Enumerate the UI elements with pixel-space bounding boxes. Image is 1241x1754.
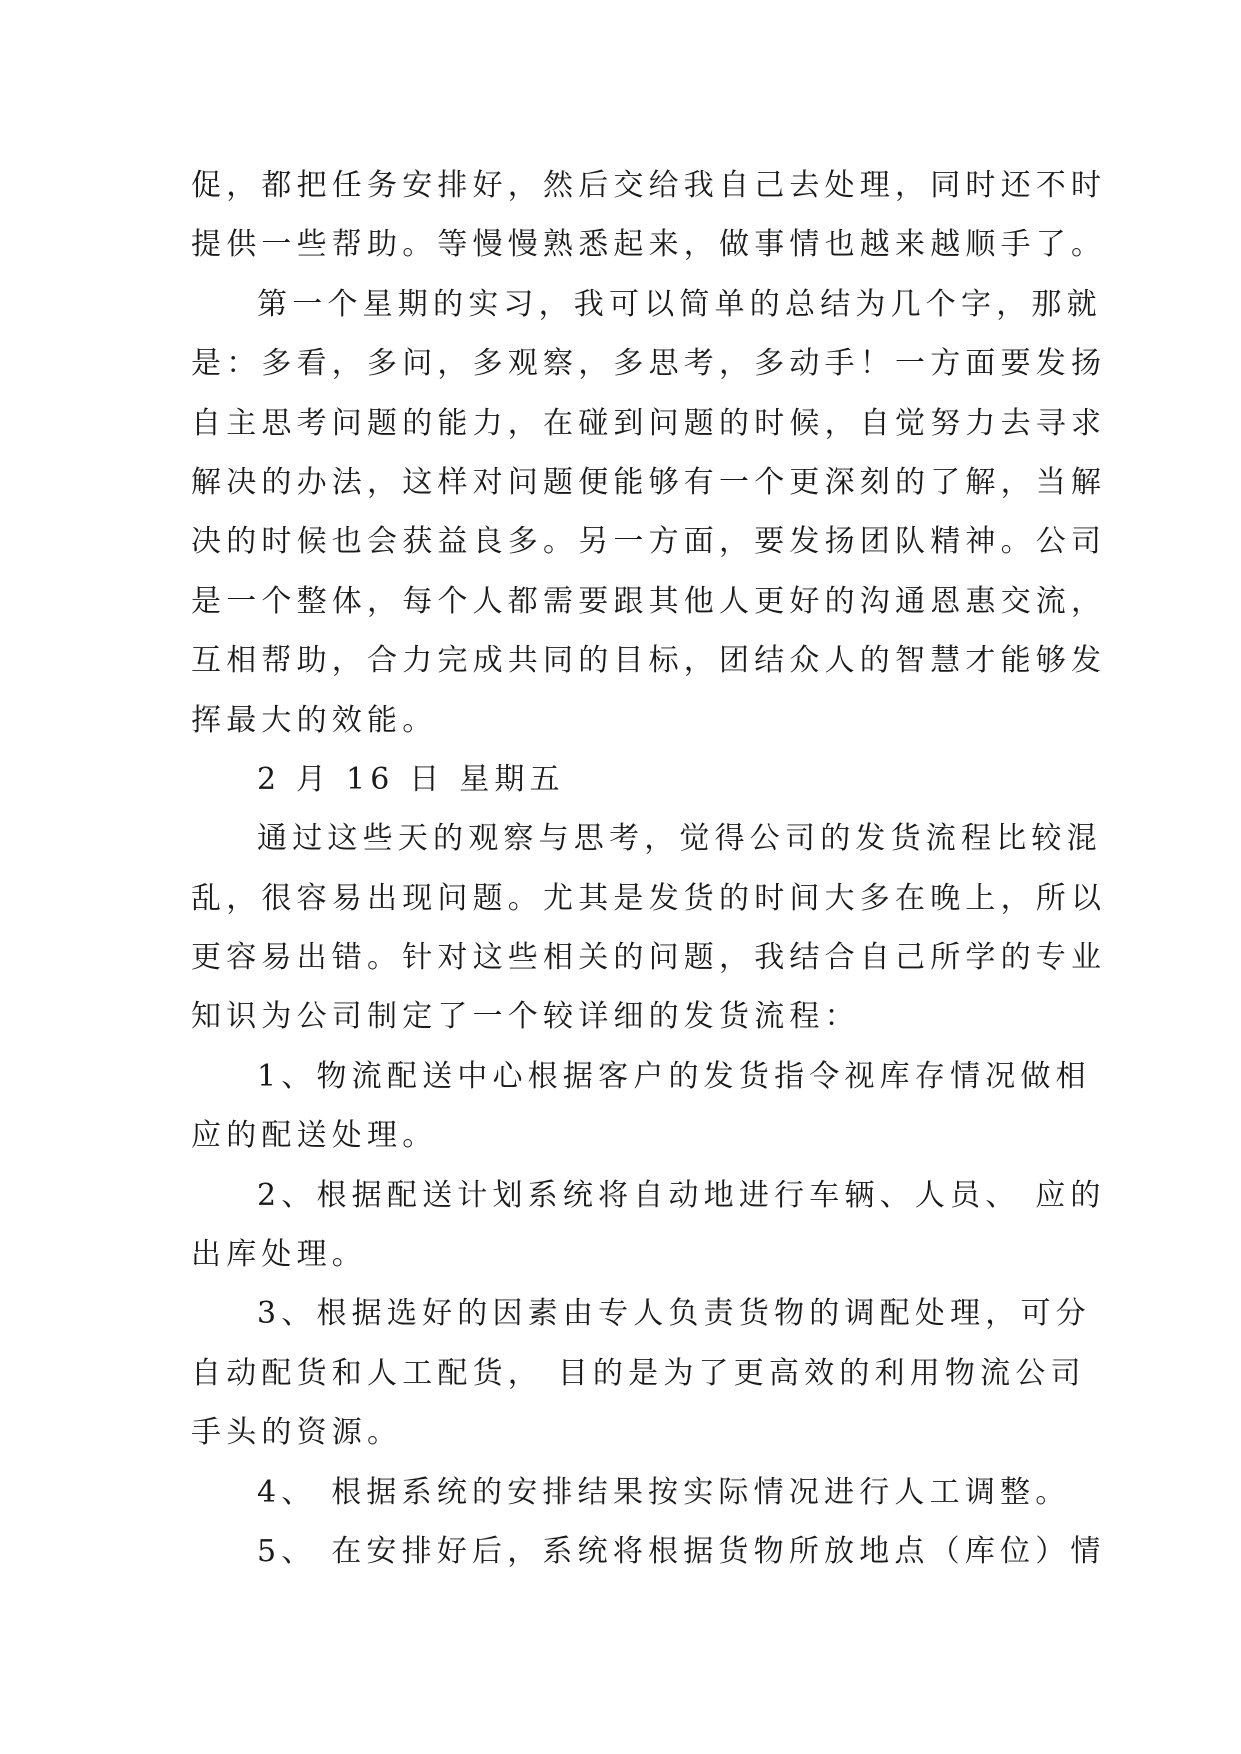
- text-line: 应的配送处理。: [191, 1118, 438, 1154]
- text-line: 互相帮助，合力完成共同的目标，团结众人的智慧才能够发: [191, 643, 1107, 679]
- text-line: 出库处理。: [191, 1237, 367, 1273]
- text-line: 自主思考问题的能力，在碰到问题的时候，自觉努力去寻求: [191, 405, 1107, 441]
- text-line: 通过这些天的观察与思考，觉得公司的发货流程比较混: [257, 821, 1102, 857]
- text-line: 手头的资源。: [191, 1415, 403, 1451]
- text-line: 5、 在安排好后，系统将根据货物所放地点（库位）情: [257, 1533, 1106, 1569]
- text-line: 3、根据选好的因素由专人负责货物的调配处理，可分: [257, 1296, 1091, 1332]
- text-line: 知识为公司制定了一个较详细的发货流程：: [191, 999, 860, 1035]
- text-line: 更容易出错。针对这些相关的问题，我结合自己所学的专业: [191, 940, 1107, 976]
- text-line: 4、 根据系统的安排结果按实际情况进行人工调整。: [257, 1474, 1071, 1510]
- text-line: 1、物流配送中心根据客户的发货指令视库存情况做相: [257, 1058, 1091, 1094]
- text-line: 自动配货和人工配货， 目的是为了更高效的利用物流公司: [191, 1355, 1086, 1391]
- text-line: 是一个整体，每个人都需要跟其他人更好的沟通恩惠交流，: [191, 583, 1107, 619]
- text-line: 2、根据配送计划系统将自动地进行车辆、人员、 应的: [257, 1177, 1106, 1213]
- document-body: [191, 156, 1107, 1581]
- text-line: 挥最大的效能。: [191, 702, 438, 738]
- text-line: 促，都把任务安排好，然后交给我自己去处理，同时还不时: [191, 168, 1107, 203]
- text-line: 第一个星期的实习，我可以简单的总结为几个字，那就: [257, 286, 1102, 322]
- text-line: 2 月 16 日 星期五: [257, 761, 565, 797]
- text-line: 解决的办法，这样对问题便能够有一个更深刻的了解，当解: [191, 464, 1107, 500]
- text-line: 乱，很容易出现问题。尤其是发货的时间大多在晚上，所以: [191, 880, 1107, 916]
- text-line: 是：多看，多问，多观察，多思考，多动手！一方面要发扬: [191, 346, 1107, 382]
- text-line: 决的时候也会获益良多。另一方面，要发扬团队精神。公司: [191, 524, 1107, 560]
- text-line: 提供一些帮助。等慢慢熟悉起来，做事情也越来越顺手了。: [191, 227, 1107, 263]
